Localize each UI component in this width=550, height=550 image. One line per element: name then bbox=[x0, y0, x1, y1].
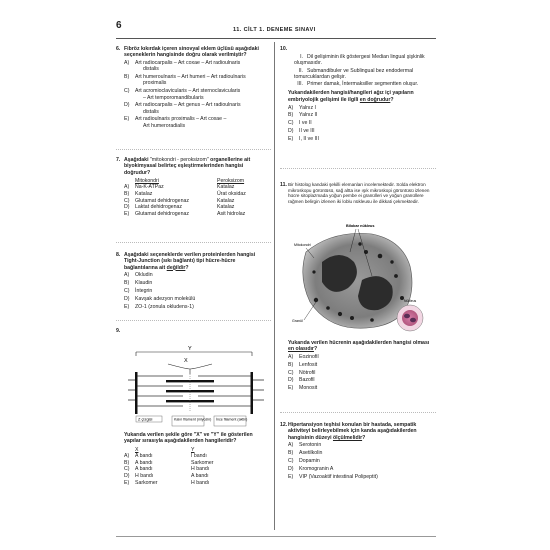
question-12 bbox=[280, 422, 436, 480]
statement-2: II. Submandibuler ve Sublingual bez endodermal tomurcuklardan gelişir. bbox=[294, 67, 414, 80]
option-c[interactable]: C) İntegrin bbox=[124, 287, 153, 294]
label-thin-filament: İnce filament (aktin) bbox=[216, 417, 248, 422]
label-z-line: Z çizgisi bbox=[138, 416, 153, 422]
question-stem: Hipertansiyon teşhisi konulan bir hastada, sempatik aktiviteyi belirleyebilmek için kanda aşağıdakilerden hangisinin düzeyi ölçülmelidir? bbox=[288, 422, 417, 441]
footer-rule bbox=[116, 536, 436, 537]
option-b[interactable]: B) A bandı Sarkomer bbox=[124, 459, 214, 466]
option-c[interactable]: C) Nötrofil bbox=[288, 369, 316, 376]
option-e[interactable]: E) Art radioulnaris proximalis – Art coxae – Art humeroradialis bbox=[124, 116, 227, 129]
option-e[interactable]: E) Monosit bbox=[288, 385, 318, 392]
z-line-right bbox=[251, 372, 254, 414]
question-stem: Aşağıdaki "mitokondri - peroksizom" organellerine ait biyokimyasal belirteç eşleştirmelerinden hangisi doğrudur? bbox=[124, 157, 251, 176]
option-d[interactable]: D) Laktat dehidrogenaz Katalaz bbox=[124, 204, 235, 211]
option-a[interactable]: A) Okludin bbox=[124, 272, 153, 279]
option-d[interactable]: D) Kromogranin A bbox=[288, 465, 334, 472]
question-intro: Bir histolog kandaki şekilli elemanları incelemektedir. Solda elektron mikroskopu görüntüsü, sağ altta ise ışık mikroskopi görüntüsü izlenen hücre sitoplazmada yoğun pembe ei granülleri ve yoğun granüllere rağmen belirgin izlenen iki loblu nükleusu ile dikkati çekmektedir. bbox=[288, 182, 430, 204]
section-separator bbox=[116, 242, 271, 243]
question-stem: Yukarıdakilerden hangisi/hangileri ağız içi yapıların embriyolojik gelişimi ile ilgili en doğrudur? bbox=[288, 90, 414, 103]
option-c[interactable]: C) Glutamat dehidrogenaz Katalaz bbox=[124, 197, 235, 204]
section-separator bbox=[280, 168, 436, 169]
option-b[interactable]: B) Asetilkolin bbox=[288, 450, 323, 457]
label-x: X bbox=[184, 358, 188, 364]
question-number: 10. bbox=[280, 46, 288, 52]
option-e[interactable]: E) VIP (Vazoaktif intestinal Polipeptit) bbox=[288, 473, 378, 480]
section-separator bbox=[116, 149, 271, 150]
option-a[interactable]: A) Na-K-ATPaz Katalaz bbox=[124, 184, 235, 191]
statement-3: III. Primer damak, İntermaksiller segmentten oluşur. bbox=[297, 81, 419, 88]
answer-table: Mitokondri Peroksizom A) Na-K-ATPaz Katalaz B) Katalaz Ürat oksidaz C) Glutamat dehidrogenaz Katalaz D) Laktat dehidrogenaz Katalaz E) Glutamat dehidrogenaz Asit hidrolaz bbox=[124, 177, 246, 217]
question-number: 11. bbox=[280, 182, 287, 188]
micrograph-figure bbox=[292, 222, 432, 334]
sarcomere-diagram bbox=[128, 342, 270, 427]
option-a[interactable]: A) Eozinofil bbox=[288, 354, 319, 361]
option-b[interactable]: B) Yalnız II bbox=[288, 112, 318, 119]
option-a[interactable]: A) A bandı I bandı bbox=[124, 453, 207, 460]
option-e[interactable]: E) I, II ve III bbox=[288, 135, 319, 142]
label-mitochondria: Mitokondri bbox=[294, 243, 311, 247]
option-c[interactable]: C) Art acromioclavicularis – Art sternoclavicularis – Art temporomandibularis bbox=[124, 88, 241, 101]
label-bilobar-nucleus: Bilobar nükleus bbox=[346, 224, 375, 228]
section-separator bbox=[116, 320, 271, 321]
option-b[interactable]: B) Katalaz Ürat oksidaz bbox=[124, 191, 246, 198]
question-9-body bbox=[116, 432, 270, 486]
question-stem: Yukarıda verilen hücrenin aşağıdakilerden hangisi olması en olasıdır? bbox=[288, 340, 430, 353]
column-divider bbox=[274, 42, 275, 530]
question-number: 12. bbox=[280, 422, 288, 428]
z-line-left bbox=[135, 372, 138, 414]
cell-body bbox=[303, 233, 412, 328]
statement-1: I. Dil gelişiminin ilk göstergesi Median lingual şişkinlik oluşmasıdır. bbox=[294, 54, 425, 67]
question-11-body bbox=[280, 340, 436, 392]
option-d[interactable]: D) Kavşak adezyon molekülü bbox=[124, 295, 196, 302]
page-number: 6 bbox=[116, 20, 122, 31]
section-separator bbox=[280, 412, 436, 413]
option-d[interactable]: D) II ve III bbox=[288, 127, 315, 134]
question-stem: Aşağıdaki seçeneklerde verilen proteinlerden hangisi Tight-Junction (sıkı bağlantı) tipi hücre-hücre bağlantılarına ait değildir? bbox=[124, 252, 256, 271]
label-granule: Granül bbox=[292, 319, 303, 323]
answer-table: X Y A) A bandı I bandı B) A bandı Sarkomer C) A bandı H bandı D) H bandı A bandı E) Sarkomer H bandı bbox=[124, 446, 214, 486]
option-a[interactable]: A) Yalnız I bbox=[288, 104, 316, 111]
option-b[interactable]: B) Klaudin bbox=[124, 280, 153, 287]
option-b[interactable]: B) Art humeroulnaris – Art humeri – Art radioulnaris proximalis bbox=[124, 74, 246, 87]
option-d[interactable]: D) Art radiocarpalis – Art genus – Art radioulnaris distalis bbox=[124, 102, 241, 115]
question-number: 6. bbox=[116, 46, 121, 52]
header-rule bbox=[116, 38, 436, 39]
question-number: 8. bbox=[116, 252, 121, 258]
question-stem: Fibröz kıkırdak içeren sinovyal eklem üçlüsü aşağıdaki seçeneklerin hangisinde doğru olarak verilmiştir? bbox=[124, 46, 259, 59]
option-e[interactable]: E) Sarkomer H bandı bbox=[124, 479, 210, 486]
label-thick-filament: Kalın filament (miyozin) bbox=[174, 417, 212, 422]
option-b[interactable]: B) Lenfosit bbox=[288, 361, 318, 368]
question-10 bbox=[280, 46, 436, 142]
option-a[interactable]: A) Art radiocarpalis – Art coxae – Art radioulnaris distalis bbox=[124, 60, 241, 73]
question-11 bbox=[280, 182, 436, 204]
question-number: 9. bbox=[116, 328, 121, 334]
question-6 bbox=[116, 46, 270, 129]
option-c[interactable]: C) I ve II bbox=[288, 120, 312, 127]
option-e[interactable]: E) Glutamat dehidrogenaz Asit hidrolaz bbox=[124, 210, 246, 217]
option-d[interactable]: D) Bazofil bbox=[288, 377, 315, 384]
label-y: Y bbox=[188, 346, 192, 352]
option-c[interactable]: C) A bandı H bandı bbox=[124, 466, 210, 473]
page-title: 11. CİLT 1. DENEME SINAVI bbox=[233, 27, 316, 33]
option-c[interactable]: C) Dopamin bbox=[288, 457, 320, 464]
option-e[interactable]: E) ZO-1 (zonula okludens-1) bbox=[124, 303, 194, 310]
option-d[interactable]: D) H bandı A bandı bbox=[124, 472, 209, 479]
question-8 bbox=[116, 252, 270, 310]
question-stem: Yukarıda verilen şekile göre "X" ve "Y" ile gösterilen yapılar sırasıyla aşağıdakilerden hangileridir? bbox=[124, 432, 253, 445]
label-nucleus-inset: Nükleus bbox=[404, 299, 417, 303]
option-a[interactable]: A) Serotonin bbox=[288, 442, 322, 449]
question-7 bbox=[116, 157, 270, 217]
question-number: 7. bbox=[116, 157, 121, 163]
